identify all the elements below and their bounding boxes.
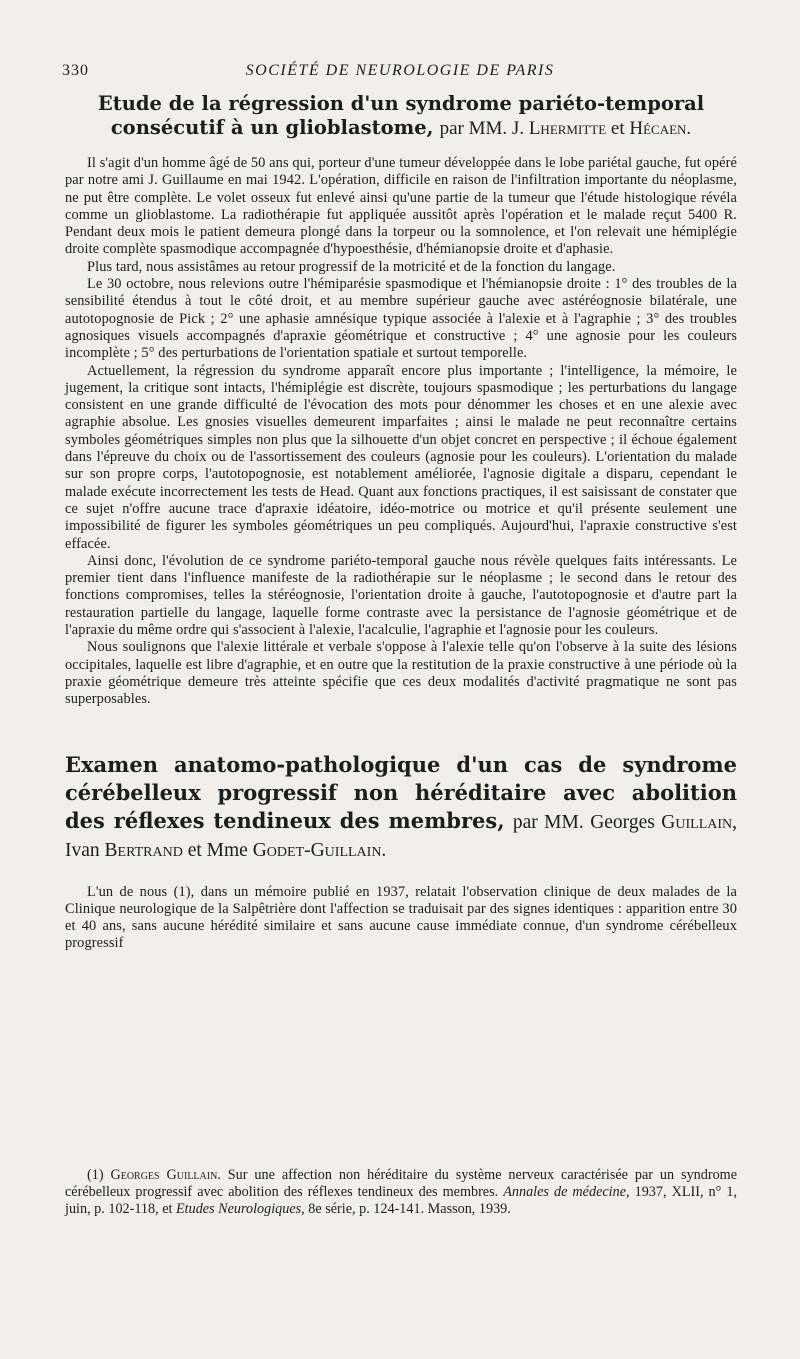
footnote-text: 8e série, p. 124-141. Masson, 1939. xyxy=(308,1201,511,1218)
article-1-title xyxy=(65,92,737,141)
running-head xyxy=(62,62,738,82)
footnote-text: 1937, XLII, n° 1, juin, p. 102-118, et xyxy=(65,1184,738,1218)
paragraph: Le 30 octobre, nous relevions outre l'hémiparésie spasmodique et l'hémianopsie droite : 1° des troubles de la sensibilité étendus à tout le côté droit, et au membre supérieur gauche avec astéréognosie bilatérale, une autotopognosie de Pick ; 2° une aphasie amnésique typique associée à l'alexie et à l'agraphie ; 3° des troubles agnosiques visuels accompagnés d'apraxie géométrique et constructive ; 4° une agnosie pour les couleurs incomplète ; 5° des perturbations de l'orientation spatiale et surtout temporelle. xyxy=(65,276,737,362)
author-guillain: Guillain, xyxy=(661,811,737,833)
footnote-journal: Annales de médecine, xyxy=(503,1184,630,1201)
footnote-author: Georges Guillain. xyxy=(110,1167,221,1183)
page-number: 330 xyxy=(62,62,89,79)
author-godet-guillain: Godet-Guillain. xyxy=(252,839,387,861)
paragraph: Nous soulignons que l'alexie littérale et verbale s'oppose à l'alexie telle qu'on l'observe à la suite des lésions occipitales, laquelle est libre d'agraphie, et en outre que la restitution de la praxie constructive à une période où la praxie géométrique demeure très atteinte spécifie que ces deux modalités d'activité pragmatique ne sont pas superposables. xyxy=(65,639,737,708)
article-2-title-text: Examen anatomo-pathologique d'un cas de syndrome cérébelleux progressif non héréditaire avec abolition des réflexes tendineux des membres, xyxy=(65,751,737,833)
paragraph: Actuellement, la régression du syndrome apparaît encore plus importante ; l'intelligence, la mémoire, le jugement, la critique sont intacts, l'hémiplégie est discrète, toujours spasmodique ; les perturbations du langage consistent en une grande difficulté de l'évocation des mots pour dénommer les choses et en une alexie avec agraphie absolue. Les gnosies visuelles demeurent imparfaites ; ainsi le malade ne peut reconnaître certains symboles géométriques simples non plus que la silhouette d'un objet concret en perspective ; il échoue également dans l'épreuve du choix ou de l'assortissement des couleurs (agnosie pour les couleurs). L'orientation du malade sur son propre corps, l'autotopognosie, est notablement améliorée, l'agnosie digitale a disparu, cependant le malade exécute incorrectement les tests de Head. Quant aux fonctions practiques, il est saisissant de constater que ce sujet n'offre aucune trace d'apraxie idéatoire, idéo-motrice ou motrice et qu'il présente seulement une impossibilité de figurer les symboles géométriques un peu compliqués. Aujourd'hui, l'apraxie constructive s'est effacée. xyxy=(65,362,737,552)
and-word: et xyxy=(610,118,625,139)
author-bertrand: Bertrand xyxy=(104,839,183,861)
authors-prefix: par MM. Georges xyxy=(512,811,655,833)
footnote-journal: Etudes Neurologiques, xyxy=(176,1201,305,1218)
article-2-title xyxy=(65,751,737,864)
mme: Mme xyxy=(206,839,248,861)
author-lhermitte: Lhermitte xyxy=(528,118,607,139)
article-1-title-text: Etude de la régression d'un syndrome pariéto-temporal consécutif à un glioblastome, xyxy=(97,92,705,139)
article-1-authors xyxy=(440,118,692,139)
paragraph: Ainsi donc, l'évolution de ce syndrome pariéto-temporal gauche nous révèle quelques faits intéressants. Le premier tient dans l'influence manifeste de la radiothérapie sur le néoplasme ; le second dans le retour des fonctions compromises, telles la stéréognosie, l'orientation droite à gauche, l'autotopognosie et d'autre part la restauration partielle du langage, laquelle forme contraste avec la persistance de l'agnosie géométrique et de l'apraxie du même ordre qui s'associent à l'alexie, l'acalculie, l'agraphie et l'agnosie pour les couleurs. xyxy=(65,552,737,639)
paragraph: Plus tard, nous assistâmes au retour progressif de la motricité et de la fonction du langage. xyxy=(87,258,616,275)
paragraph: L'un de nous (1), dans un mémoire publié en 1937, relatait l'observation clinique de deux malades de la Clinique neurologique de la Salpêtrière dont l'affection se traduisait par des signes identiques : apparition entre 30 et 40 ans, sans aucune hérédité similaire et sans aucune cause immédiate connue, d'un syndrome cérébelleux progressif xyxy=(65,883,737,952)
footnote-text: Sur une affection non héréditaire du système nerveux caractérisée par un syndrome cérébelleux progressif avec abolition des réflexes tendineux des membres. xyxy=(65,1167,737,1201)
authors-prefix: par MM. J. xyxy=(439,118,525,139)
author-bertrand-first: Ivan xyxy=(65,839,100,861)
author-hecaen: Hécaen. xyxy=(629,118,692,139)
and-word: et xyxy=(187,839,202,861)
journal-title: SOCIÉTÉ DE NEUROLOGIE DE PARIS xyxy=(245,62,555,79)
footnote-marker: (1) xyxy=(87,1167,104,1183)
paragraph: Il s'agit d'un homme âgé de 50 ans qui, porteur d'une tumeur développée dans le lobe pariétal gauche, fut opéré par notre ami J. Guillaume en mai 1942. L'opération, difficile en raison de l'infiltration importante du néoplasme, ne put être complète. Le volet osseux fut enlevé ainsi qu'une partie de la tumeur que l'étude histologique révéla comme un glioblastome. La radiothérapie fut appliquée aussitôt après l'opération et le malade reçut 5400 R. Pendant deux mois le patient demeura plongé dans la torpeur ou la somnolence, et l'on relevait une hémiplégie droite complète spasmodique accompagnée d'hypoesthésie, d'hémianopsie droite et d'aphasie. xyxy=(65,155,737,258)
footnote xyxy=(65,1167,737,1219)
page-content xyxy=(65,92,737,953)
